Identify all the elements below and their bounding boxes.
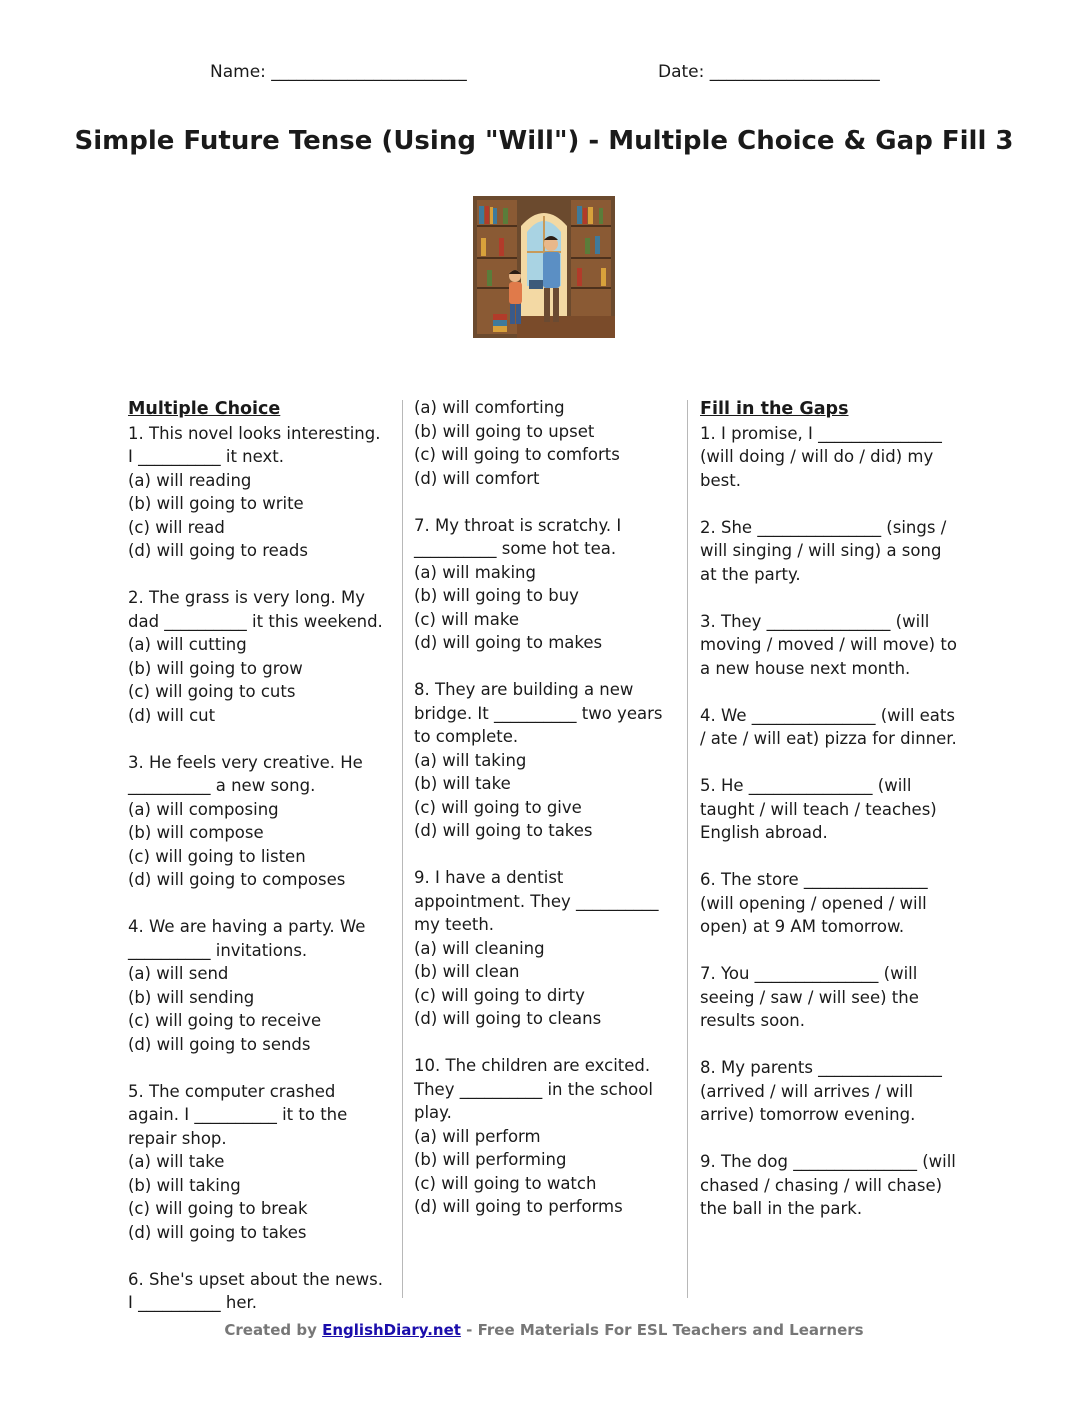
mc-option-b[interactable]: (b) will compose [128, 823, 264, 842]
mc-question-5 [128, 1080, 390, 1245]
gap-item-6[interactable]: 6. The store _______________ (will opening / opened / will open) at 9 AM tomorrow. [700, 870, 928, 936]
gap-item-7[interactable]: 7. You _______________ (will seeing / saw / will see) the results soon. [700, 964, 919, 1030]
mc-question-1 [128, 422, 390, 563]
mc-option-d[interactable]: (d) will going to sends [128, 1034, 311, 1054]
mc-option-d[interactable]: (d) will going to cleans [414, 1009, 602, 1028]
mc-question-text: 3. He feels very creative. He __________ a new song. [128, 752, 363, 795]
mc-question-text: 1. This novel looks interesting. I __________ it next. [128, 423, 381, 466]
mc-option-d[interactable]: (d) will going to composes [128, 870, 346, 889]
mc-option-a[interactable]: (a) will composing [128, 799, 279, 819]
gap-item-3[interactable]: 3. They _______________ (will moving / moved / will move) to a new house next month. [700, 611, 957, 678]
gap-item-5[interactable]: 5. He _______________ (will taught / will teach / teaches) English abroad. [700, 776, 937, 842]
mc-option-d[interactable]: (d) will going to makes [414, 633, 603, 652]
mc-question-6-options [414, 396, 676, 490]
mc-option-b[interactable]: (b) will taking [128, 1175, 241, 1195]
page-title: Simple Future Tense (Using "Will") - Multiple Choice & Gap Fill 3 [74, 126, 1014, 156]
gap-item-9[interactable]: 9. The dog _______________ (will chased / chasing / will chase) the ball in the park. [700, 1152, 956, 1218]
mc-option-a[interactable]: (a) will reading [128, 470, 252, 490]
mc-question-text: 5. The computer crashed again. I __________ it to the repair shop. [128, 1081, 348, 1148]
mc-option-d[interactable]: (d) will going to reads [128, 541, 308, 560]
footer-prefix: Created by [224, 1321, 317, 1339]
mc-question-text: 7. My throat is scratchy. I __________ some hot tea. [414, 515, 622, 558]
mc-question-8 [414, 678, 676, 843]
mc-option-c[interactable]: (c) will going to watch [414, 1173, 597, 1193]
mc-option-c[interactable]: (c) will going to comforts [414, 445, 620, 464]
mc-option-a[interactable]: (a) will cutting [128, 635, 247, 654]
mc-option-a[interactable]: (a) will comforting [414, 398, 565, 417]
mc-option-c[interactable]: (c) will going to give [414, 797, 582, 817]
mc-option-a[interactable]: (a) will take [128, 1152, 225, 1171]
mc-option-b[interactable]: (b) will going to buy [414, 586, 579, 605]
mc-option-c[interactable]: (c) will going to break [128, 1199, 308, 1218]
mc-question-text: 8. They are building a new bridge. It __________ two years to complete. [414, 680, 663, 746]
gap-fill-column [700, 396, 962, 1244]
mc-option-c[interactable]: (c) will read [128, 517, 225, 537]
column-divider-right [687, 400, 688, 1298]
mc-option-b[interactable]: (b) will going to upset [414, 421, 595, 441]
mc-question-7 [414, 514, 676, 655]
mc-option-d[interactable]: (d) will going to takes [128, 1222, 307, 1242]
mc-option-d[interactable]: (d) will going to performs [414, 1197, 623, 1216]
mc-option-d[interactable]: (d) will going to takes [414, 821, 593, 840]
mc-option-b[interactable]: (b) will going to write [128, 494, 304, 513]
mc-question-text: 4. We are having a party. We __________ invitations. [128, 917, 366, 960]
multiple-choice-column-2 [414, 396, 676, 1242]
mc-option-b[interactable]: (b) will take [414, 774, 511, 793]
mc-option-b[interactable]: (b) will going to grow [128, 658, 303, 678]
mc-question-6 [128, 1268, 390, 1315]
mc-option-d[interactable]: (d) will cut [128, 705, 216, 725]
mc-option-a[interactable]: (a) will perform [414, 1126, 541, 1146]
mc-option-b[interactable]: (b) will clean [414, 962, 520, 981]
mc-question-10 [414, 1054, 676, 1219]
mc-option-c[interactable]: (c) will going to dirty [414, 985, 585, 1005]
mc-option-b[interactable]: (b) will sending [128, 987, 255, 1007]
mc-option-a[interactable]: (a) will taking [414, 750, 527, 770]
mc-option-a[interactable]: (a) will send [128, 964, 229, 983]
mc-question-2 [128, 586, 390, 727]
column-divider-left [402, 400, 403, 1298]
mc-question-text: 9. I have a dentist appointment. They __________ my teeth. [414, 868, 659, 934]
mc-option-c[interactable]: (c) will make [414, 609, 519, 629]
mc-option-c[interactable]: (c) will going to listen [128, 846, 306, 866]
gap-item-1[interactable]: 1. I promise, I _______________ (will doing / will do / did) my best. [700, 423, 942, 490]
mc-question-text: 10. The children are excited. They __________ in the school play. [414, 1056, 653, 1122]
library-illustration [473, 196, 615, 338]
mc-option-c[interactable]: (c) will going to cuts [128, 682, 296, 701]
mc-question-4 [128, 915, 390, 1056]
multiple-choice-column-1 [128, 396, 390, 1338]
mc-question-text: 6. She's upset about the news. I __________ her. [128, 1269, 383, 1312]
footer [0, 1321, 1088, 1339]
footer-link[interactable]: EnglishDiary.net [322, 1321, 461, 1339]
mc-question-3 [128, 751, 390, 892]
date-field[interactable]: Date: ____________________ [658, 62, 880, 82]
mc-option-a[interactable]: (a) will cleaning [414, 938, 545, 958]
mc-question-text: 2. The grass is very long. My dad __________ it this weekend. [128, 588, 383, 631]
multiple-choice-heading: Multiple Choice [128, 399, 281, 419]
mc-option-b[interactable]: (b) will performing [414, 1150, 567, 1169]
name-field[interactable]: Name: _______________________ [210, 62, 467, 82]
footer-suffix: - Free Materials For ESL Teachers and Learners [466, 1321, 864, 1339]
mc-option-d[interactable]: (d) will comfort [414, 468, 540, 488]
gap-fill-heading: Fill in the Gaps [700, 399, 849, 419]
mc-option-c[interactable]: (c) will going to receive [128, 1011, 322, 1030]
gap-item-2[interactable]: 2. She _______________ (sings / will singing / will sing) a song at the party. [700, 517, 947, 584]
mc-question-9 [414, 866, 676, 1031]
gap-item-4[interactable]: 4. We _______________ (will eats / ate / will eat) pizza for dinner. [700, 705, 957, 748]
gap-item-8[interactable]: 8. My parents _______________ (arrived / will arrives / will arrive) tomorrow evening. [700, 1058, 942, 1124]
mc-option-a[interactable]: (a) will making [414, 562, 536, 582]
